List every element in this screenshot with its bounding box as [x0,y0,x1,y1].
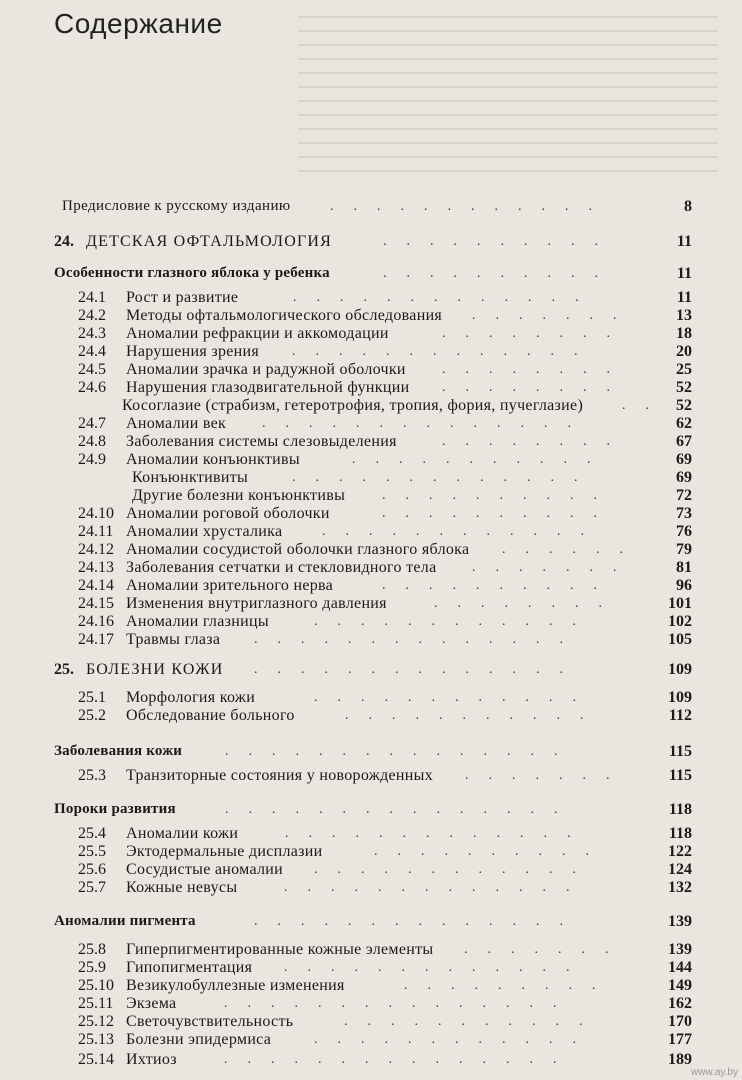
leader-dots: ....... [472,308,637,323]
toc-entry-page: 11 [676,289,692,306]
toc-entry-title: Аномалии глазницы [126,613,269,630]
toc-entry[interactable] [0,558,742,577]
leader-dots: ............... [224,996,577,1011]
leader-dots: .......... [383,234,618,249]
toc-entry-page: 189 [668,1051,692,1068]
toc-entry-number: 24.8 [78,433,106,450]
toc-entry-number: 25.10 [78,977,114,994]
toc-entry-title: Заболевания системы слезовыделения [126,433,397,450]
leader-dots: ........ [434,596,622,611]
toc-entry-title: Аномалии конъюнктивы [126,451,300,468]
leader-dots: ............... [224,1052,577,1067]
toc-entry[interactable] [0,378,742,397]
toc-entry-page: 79 [676,541,692,558]
toc-entry-page: 8 [684,198,692,215]
toc-entry[interactable] [0,450,742,469]
toc-entry-page: 118 [668,801,692,818]
leader-dots: ............ [314,690,596,705]
toc-entry-page: 81 [676,559,692,576]
toc-entry-page: 102 [668,613,692,630]
toc-entry[interactable] [0,842,742,861]
toc-entry-number: 25.6 [78,861,106,878]
toc-entry[interactable] [0,742,742,761]
leader-dots: .......... [382,578,617,593]
toc-entry-title: Сосудистые аномалии [126,861,284,878]
leader-dots: ............. [293,290,599,305]
toc-entry-page: 132 [668,879,692,896]
toc-entry[interactable] [0,1030,742,1049]
toc-entry-page: 162 [668,995,692,1012]
toc-entry-title: Обследование больного [126,707,295,724]
leader-dots: .......... [383,266,618,281]
leader-dots: ........ [442,362,630,377]
toc-entry-page: 13 [676,307,692,324]
toc-entry-page: 115 [668,767,692,784]
toc-entry-title: Болезни эпидермиса [126,1031,272,1048]
toc-entry-title: Конъюнктивиты [132,469,249,486]
toc-entry-title: Нарушения глазодвигательной функции [126,379,410,396]
leader-dots: .............. [262,416,591,431]
leader-dots: ............ [314,1032,596,1047]
toc-entry-number: 24.10 [78,505,114,522]
toc-entry[interactable] [0,766,742,785]
toc-entry[interactable] [0,432,742,451]
toc-entry[interactable] [0,1050,742,1069]
toc-entry-number: 25. [54,661,74,678]
toc-entry-number: 25.11 [78,995,114,1012]
toc-entry-page: 122 [668,843,692,860]
toc-entry-number: 24.2 [78,307,106,324]
toc-entry-number: 25.8 [78,941,106,958]
toc-entry[interactable] [0,878,742,897]
toc-entry-title: Методы офтальмологического обследования [126,307,443,324]
toc-entry-page: 139 [668,913,692,930]
toc-entry-number: 25.9 [78,959,106,976]
toc-entry-title: Травмы глаза [126,631,221,648]
leader-dots: ........... [345,708,604,723]
toc-entry-page: 177 [668,1031,692,1048]
leader-dots: .......... [382,506,617,521]
toc-entry-page: 18 [676,325,692,342]
toc-entry-title: Светочувствительность [126,1013,294,1030]
leader-dots: .............. [254,632,583,647]
toc-entry[interactable] [0,912,742,931]
toc-entry-number: 24. [54,233,74,250]
toc-entry-title: Другие болезни конъюнктивы [132,487,346,504]
leader-dots: ......... [404,978,616,993]
leader-dots: ........... [344,1014,603,1029]
toc-entry-page: 76 [676,523,692,540]
toc-entry-number: 24.4 [78,343,106,360]
toc-entry-page: 105 [668,631,692,648]
toc-entry-page: 170 [668,1013,692,1030]
leader-dots: ............. [284,960,590,975]
leader-dots: ............ [322,524,604,539]
toc-entry-number: 25.3 [78,767,106,784]
toc-entry-page: 144 [668,959,692,976]
toc-entry-number: 24.13 [78,559,114,576]
leader-dots: .......... [374,844,609,859]
toc-entry[interactable] [0,976,742,995]
page-title: Содержание [54,8,223,39]
toc-entry-number: 25.1 [78,689,106,706]
leader-dots: ............. [292,470,598,485]
toc-entry-title: Морфология кожи [126,689,256,706]
toc-entry[interactable] [0,958,742,977]
toc-entry-number: 24.1 [78,289,106,306]
toc-entry[interactable] [0,706,742,725]
toc-entry-page: 112 [668,707,692,724]
toc-entry[interactable] [0,197,742,216]
leader-dots: ............. [284,880,590,895]
watermark: www.ay.by [690,1067,738,1078]
toc-entry-title: Аномалии рефракции и аккомодации [126,325,389,342]
toc-entry-page: 115 [668,743,692,760]
toc-entry[interactable] [0,504,742,523]
toc-entry[interactable] [0,576,742,595]
toc-entry-number: 24.5 [78,361,106,378]
toc-entry-page: 52 [676,379,692,396]
leader-dots: ...... [502,542,643,557]
toc-entry-page: 96 [676,577,692,594]
toc-entry-title: Аномалии пигмента [54,913,196,929]
toc-entry[interactable] [0,486,742,505]
toc-entry-page: 67 [676,433,692,450]
toc-entry-page: 72 [676,487,692,504]
leader-dots: ............ [314,862,596,877]
toc-entry-number: 24.17 [78,631,114,648]
toc-entry-title: Везикулобуллезные изменения [126,977,345,994]
toc-entry[interactable] [0,860,742,879]
toc-entry[interactable] [0,468,742,487]
toc-entry-title: Гиперпигментированные кожные элементы [126,941,434,958]
toc-entry[interactable] [0,994,742,1013]
toc-entry-title: Аномалии зрачка и радужной оболочки [126,361,406,378]
toc-entry-title: Эктодермальные дисплазии [126,843,323,860]
leader-dots: ....... [472,560,637,575]
leader-dots: ........ [442,326,630,341]
toc-entry-title: Транзиторные состояния у новорожденных [126,767,434,784]
leader-dots: .............. [254,662,583,677]
toc-entry-number: 25.5 [78,843,106,860]
toc-entry[interactable] [0,324,742,343]
toc-entry-title: БОЛЕЗНИ КОЖИ [86,661,224,678]
toc-entry-page: 69 [676,451,692,468]
toc-entry[interactable] [0,688,742,707]
toc-entry[interactable] [0,232,742,251]
toc-entry-number: 24.15 [78,595,114,612]
toc-entry-page: 101 [668,595,692,612]
toc-entry-number: 24.9 [78,451,106,468]
toc-entry[interactable] [0,940,742,959]
toc-entry-title: Ихтиоз [126,1051,177,1068]
toc-entry-title: Гипопигментация [126,959,253,976]
toc-entry[interactable] [0,594,742,613]
toc-entry-page: 149 [668,977,692,994]
leader-dots: ............ [330,199,612,214]
toc-entry-title: Нарушения зрения [126,343,260,360]
leader-dots: ........ [442,434,630,449]
toc-entry[interactable] [0,396,742,415]
toc-entry-title: Косоглазие (страбизм, гетеротрофия, тропия, фория, пучеглазие) [122,397,584,414]
toc-entry-number: 25.7 [78,879,106,896]
toc-entry-title: Аномалии сосудистой оболочки глазного яблока [126,541,470,558]
leader-dots: ............... [225,744,578,759]
toc-entry-title: Заболевания сетчатки и стекловидного тела [126,559,437,576]
toc-entry-title: Пороки развития [54,801,176,817]
toc-entry-page: 25 [676,361,692,378]
leader-dots: ............ [314,614,596,629]
toc-entry-page: 62 [676,415,692,432]
toc-entry[interactable] [0,630,742,649]
toc-entry[interactable] [0,264,742,283]
toc-entry-title: Заболевания кожи [54,743,183,759]
toc-entry[interactable] [0,1012,742,1031]
leader-dots: ........... [352,452,611,467]
bleed-through-text [298,4,718,189]
toc-entry-number: 24.7 [78,415,106,432]
toc-entry-page: 109 [668,689,692,706]
toc-entry[interactable] [0,360,742,379]
leader-dots: ....... [464,942,629,957]
toc-entry[interactable] [0,288,742,307]
toc-entry-title: Аномалии хрусталика [126,523,283,540]
toc-entry[interactable] [0,800,742,819]
toc-entry-page: 124 [668,861,692,878]
toc-entry-page: 11 [676,233,692,250]
toc-entry-title: Аномалии зрительного нерва [126,577,334,594]
leader-dots: .......... [382,488,617,503]
toc-entry-number: 25.2 [78,707,106,724]
toc-entry-title: Рост и развитие [126,289,239,306]
toc-entry-page: 69 [676,469,692,486]
toc-entry-number: 25.13 [78,1031,114,1048]
toc-entry-number: 25.14 [78,1051,114,1068]
toc-entry[interactable] [0,342,742,361]
toc-entry[interactable] [0,306,742,325]
leader-dots: ............... [225,802,578,817]
toc-entry-page: 11 [676,265,692,282]
leader-dots: .............. [254,914,583,929]
leader-dots: ............. [285,826,591,841]
toc-entry-number: 24.3 [78,325,106,342]
toc-entry-page: 118 [668,825,692,842]
toc-entry-page: 139 [668,941,692,958]
toc-entry-title: Экзема [126,995,177,1012]
toc-entry-number: 24.12 [78,541,114,558]
toc-entry-number: 24.16 [78,613,114,630]
toc-entry-number: 24.14 [78,577,114,594]
toc-entry-title: Изменения внутриглазного давления [126,595,387,612]
toc-entry-title: Кожные невусы [126,879,238,896]
toc-entry-number: 24.11 [78,523,114,540]
leader-dots: .. [622,398,669,413]
toc-entry-title: ДЕТСКАЯ ОФТАЛЬМОЛОГИЯ [86,233,333,250]
leader-dots: ....... [465,768,630,783]
toc-entry-title: Аномалии кожи [126,825,239,842]
toc-entry-page: 109 [668,661,692,678]
toc-entry-page: 52 [676,397,692,414]
toc-entry-number: 25.4 [78,825,106,842]
toc-entry-number: 25.12 [78,1013,114,1030]
leader-dots: ........ [442,380,630,395]
toc-entry[interactable] [0,660,742,679]
leader-dots: ............. [292,344,598,359]
toc-entry-page: 20 [676,343,692,360]
toc-entry-title: Аномалии роговой оболочки [126,505,330,522]
toc-entry[interactable] [0,824,742,843]
toc-entry-title: Аномалии век [126,415,227,432]
toc-entry[interactable] [0,540,742,559]
toc-entry[interactable] [0,414,742,433]
toc-entry[interactable] [0,522,742,541]
toc-entry-page: 73 [676,505,692,522]
toc-entry[interactable] [0,612,742,631]
toc-entry-title: Предисловие к русскому изданию [62,198,291,214]
toc-entry-title: Особенности глазного яблока у ребенка [54,265,330,281]
toc-entry-number: 24.6 [78,379,106,396]
